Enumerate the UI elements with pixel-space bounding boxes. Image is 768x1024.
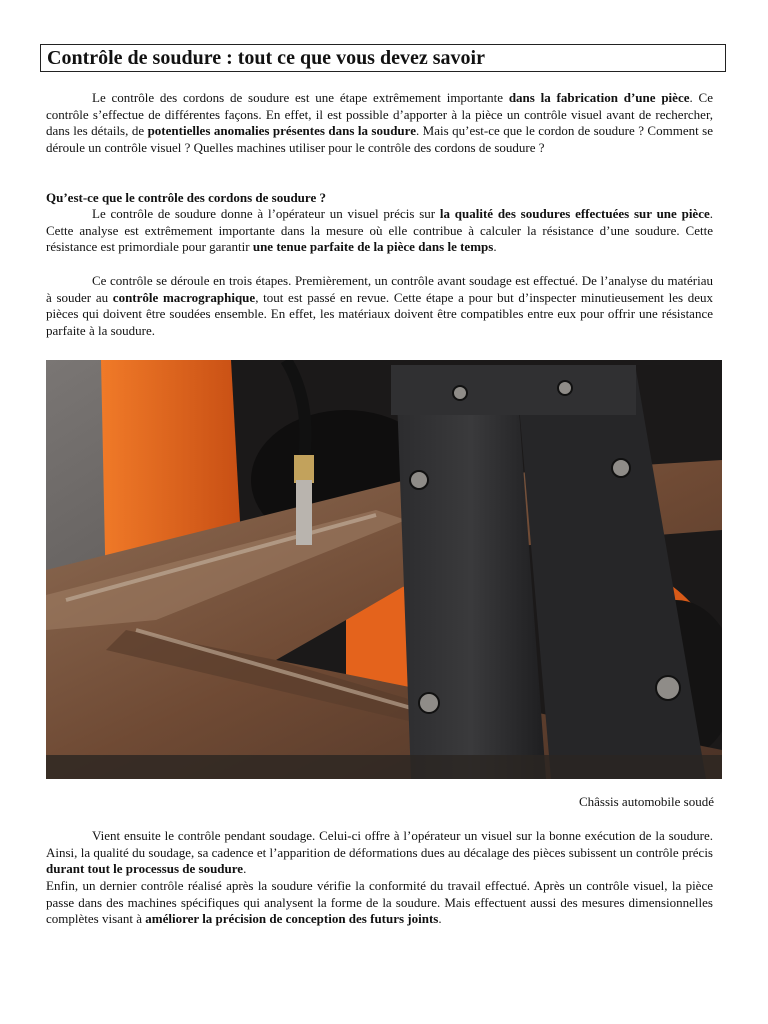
section-heading: Qu’est-ce que le contrôle des cordons de soudure ? (46, 190, 326, 205)
page-title: Contrôle de soudure : tout ce que vous devez savoir (40, 44, 726, 72)
paragraph-quality: Le contrôle de soudure donne à l’opérateur un visuel précis sur la qualité des soudures effectuées sur une pièce. Cette analyse est extrêmement importante dans la mesure où elle contribue à calculer la résistance d’une soudure. Cette résistance est primordiale pour garantir une tenue parfaite de la pièce dans le temps. (46, 206, 713, 255)
paragraph-after-welding: Enfin, un dernier contrôle réalisé après la soudure vérifie la conformité du travail effectué. Après un contrôle visuel, la pièce passe dans des machines spécifiques qui analysent la forme de la soudure. Mais effectuent aussi des mesures dimensionnelles complètes visant à améliorer la précision de conception des futurs joints. (46, 878, 713, 927)
paragraph-steps: Ce contrôle se déroule en trois étapes. Premièrement, un contrôle avant soudage est effectué. De l’analyse du matériau à souder au contrôle macrographique, tout est passé en revue. Cette étape a pour but d’inspecter minutieusement les deux pièces qui doivent être soudées ensemble. En effet, les matériaux doivent être compatibles entre eux pour offrir une résistance parfaite à la soudure. (46, 273, 714, 339)
chassis-photo (46, 360, 722, 779)
intro-paragraph: Le contrôle des cordons de soudure est une étape extrêmement importante dans la fabrication d’une pièce. Ce contrôle s’effectue de différentes façons. En effet, il est possible d’apporter à la pièce un contrôle visuel avant de rechercher, dans les détails, de potentielles anomalies présentes dans la soudure. Mais qu’est-ce que le cordon de soudure ? Comment se déroule un contrôle visuel ? Quelles machines utiliser pour le contrôle des cordons de soudure ? (46, 90, 713, 156)
figure-caption: Châssis automobile soudé (578, 794, 714, 809)
paragraph-during-welding: Vient ensuite le contrôle pendant soudage. Celui-ci offre à l’opérateur un visuel sur la bonne exécution de la soudure. Ainsi, la qualité du soudage, sa cadence et l’apparition de déformations dues au décalage des pièces subissent un contrôle précis durant tout le processus de soudure. (46, 828, 713, 877)
